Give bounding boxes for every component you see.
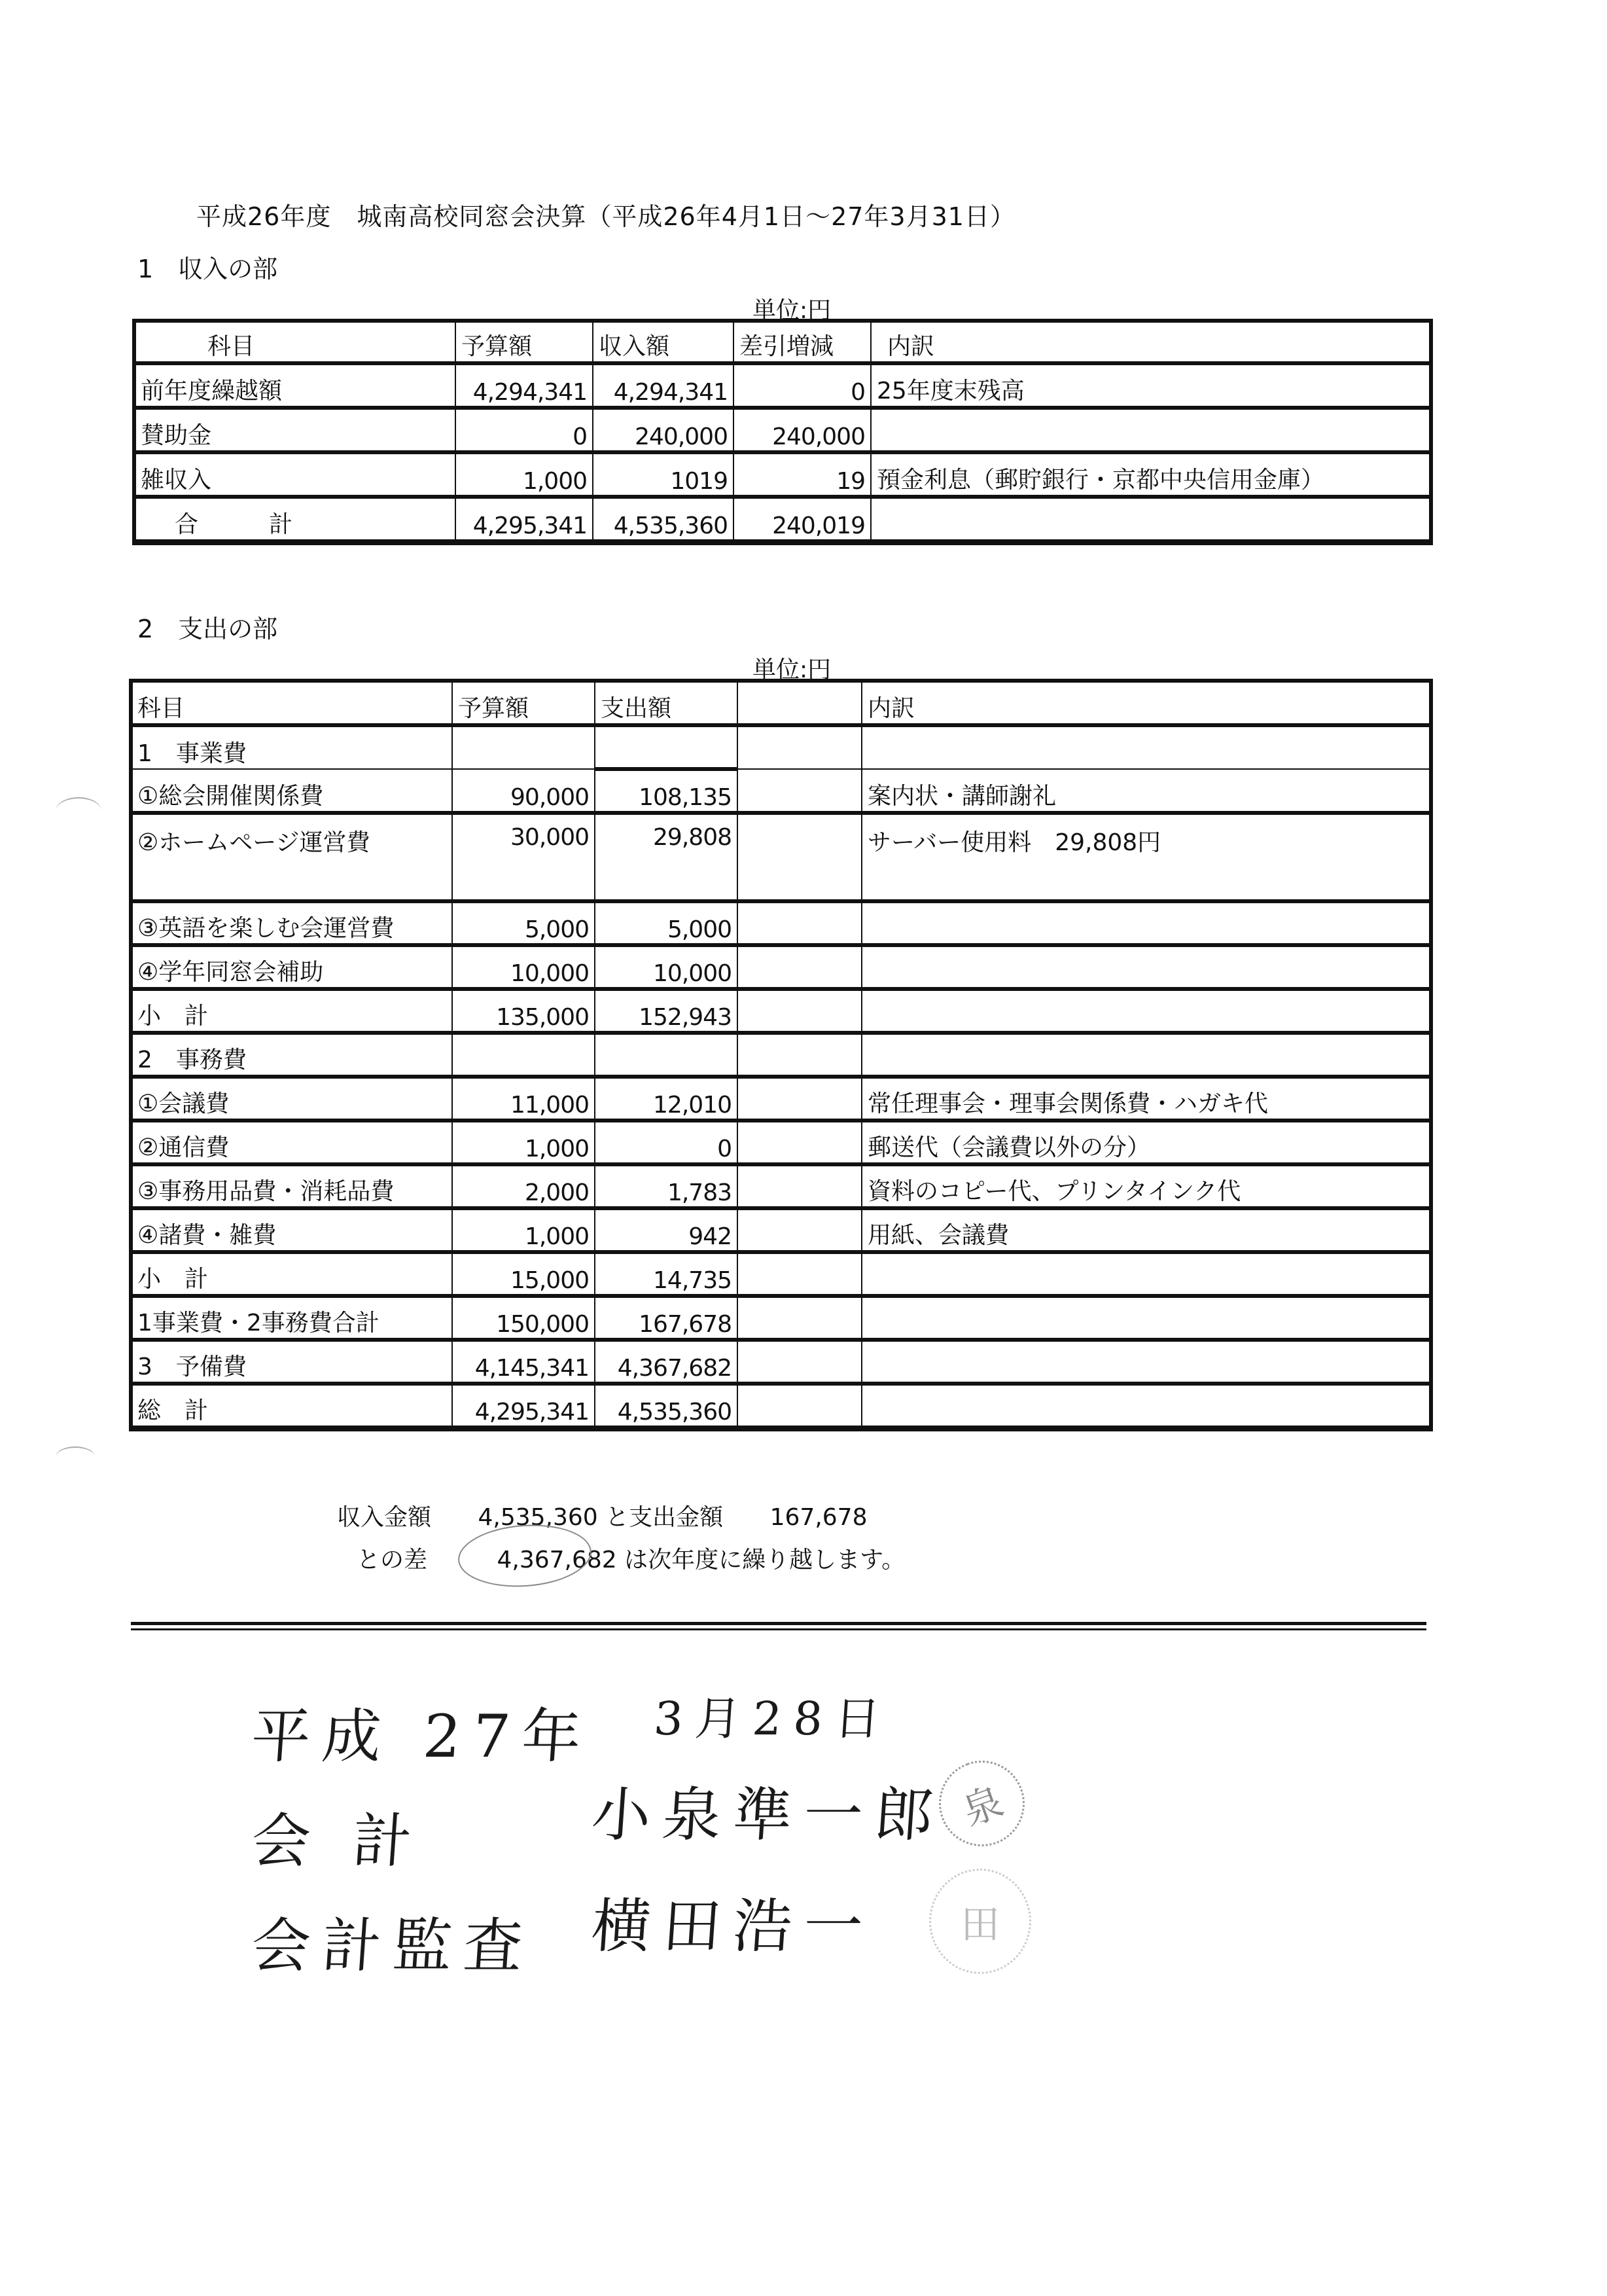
col-header-budget: 予算額 (452, 681, 595, 725)
row-detail (862, 1252, 1430, 1296)
table-row (132, 813, 1430, 901)
summary-income-total: 4,535,360 (478, 1504, 598, 1531)
row-actual (595, 725, 737, 769)
auditor-role: 会計監査 (249, 1912, 537, 1981)
row-budget: 1,000 (452, 1208, 595, 1252)
table-row-category (132, 1033, 1430, 1077)
row-actual: 29,808 (595, 813, 737, 901)
col-header-item: 科目 (135, 321, 455, 363)
summary-expense-label: と支出金額 (605, 1504, 724, 1531)
scan-artifact (56, 1446, 95, 1467)
row-detail (871, 497, 1430, 541)
table-row (135, 452, 1430, 497)
row-actual: 12,010 (595, 1077, 737, 1121)
row-actual: 1019 (593, 452, 733, 497)
row-budget (452, 1033, 595, 1077)
row-item: ③英語を楽しむ会運営費 (132, 901, 452, 945)
summary-line-2 (357, 1541, 905, 1575)
col-header-blank (737, 681, 862, 725)
row-budget: 4,294,341 (455, 363, 593, 408)
row-budget: 135,000 (452, 989, 595, 1033)
row-actual: 4,294,341 (593, 363, 733, 408)
row-diff (737, 989, 862, 1033)
row-actual: 5,000 (595, 901, 737, 945)
row-actual: 0 (595, 1121, 737, 1164)
divider-line (131, 1628, 1426, 1630)
treasurer-role: 会 計 (249, 1807, 426, 1876)
row-item: 賛助金 (135, 408, 455, 452)
row-item: 3 予備費 (132, 1340, 452, 1384)
table-row (132, 1121, 1430, 1164)
row-detail (862, 989, 1430, 1033)
table-row (132, 901, 1430, 945)
table-row-subtotal (132, 1252, 1430, 1296)
row-detail: 案内状・講師謝礼 (862, 769, 1430, 813)
expense-header-row (132, 681, 1430, 725)
signature-date-day: 3月28日 (652, 1692, 894, 1746)
row-diff (737, 1164, 862, 1208)
summary-line-1 (337, 1499, 867, 1532)
row-diff (737, 1077, 862, 1121)
row-detail (862, 945, 1430, 989)
row-item: ④諸費・雑費 (132, 1208, 452, 1252)
row-budget: 11,000 (452, 1077, 595, 1121)
income-section-title: 1 収入の部 (137, 255, 278, 283)
table-row (132, 1077, 1430, 1121)
income-header-row (135, 321, 1430, 363)
row-actual: 108,135 (595, 769, 737, 813)
table-row (135, 363, 1430, 408)
row-diff (737, 1121, 862, 1164)
row-actual: 240,000 (593, 408, 733, 452)
row-actual: 10,000 (595, 945, 737, 989)
row-detail: 25年度末残高 (871, 363, 1430, 408)
row-detail (862, 1384, 1430, 1427)
row-diff (737, 769, 862, 813)
row-item: ①会議費 (132, 1077, 452, 1121)
table-row (132, 769, 1430, 813)
row-budget: 10,000 (452, 945, 595, 989)
row-diff (737, 1384, 862, 1427)
row-budget: 2,000 (452, 1164, 595, 1208)
row-item: 小 計 (132, 1252, 452, 1296)
row-item: 総 計 (132, 1384, 452, 1427)
row-budget (452, 725, 595, 769)
row-budget: 150,000 (452, 1296, 595, 1340)
row-budget: 0 (455, 408, 593, 452)
summary-diff-label: との差 (357, 1547, 428, 1573)
row-detail: 常任理事会・理事会関係費・ハガキ代 (862, 1077, 1430, 1121)
document-title: 平成26年度 城南高校同窓会決算（平成26年4月1日～27年3月31日） (196, 202, 1015, 231)
col-header-income: 収入額 (593, 321, 733, 363)
row-budget: 15,000 (452, 1252, 595, 1296)
table-row-category (132, 725, 1430, 769)
income-unit-label: 単位:円 (752, 297, 832, 324)
row-detail (862, 1296, 1430, 1340)
row-actual: 942 (595, 1208, 737, 1252)
table-row (132, 1164, 1430, 1208)
row-actual: 167,678 (595, 1296, 737, 1340)
row-item: ③事務用品費・消耗品費 (132, 1164, 452, 1208)
expense-unit-label: 単位:円 (752, 656, 832, 683)
row-budget: 4,295,341 (455, 497, 593, 541)
row-detail: 預金利息（郵貯銀行・京都中央信用金庫） (871, 452, 1430, 497)
row-item: ②通信費 (132, 1121, 452, 1164)
row-detail (862, 725, 1430, 769)
summary-carryover: 4,367,682 (497, 1547, 617, 1573)
income-table (134, 321, 1431, 543)
expense-section-title: 2 支出の部 (137, 615, 278, 643)
row-diff: 240,019 (733, 497, 871, 541)
row-item: ②ホームページ運営費 (132, 813, 452, 901)
row-detail (862, 1033, 1430, 1077)
row-detail: サーバー使用料 29,808円 (862, 813, 1430, 901)
row-actual: 4,367,682 (595, 1340, 737, 1384)
table-row-subtotal (132, 989, 1430, 1033)
row-budget: 4,145,341 (452, 1340, 595, 1384)
row-item: 1事業費・2事務費合計 (132, 1296, 452, 1340)
table-row (132, 1208, 1430, 1252)
row-budget: 90,000 (452, 769, 595, 813)
row-diff (737, 1296, 862, 1340)
row-budget: 30,000 (452, 813, 595, 901)
row-diff (737, 1340, 862, 1384)
table-row-total (135, 497, 1430, 541)
row-item: ④学年同窓会補助 (132, 945, 452, 989)
row-diff (737, 1252, 862, 1296)
row-budget: 1,000 (452, 1121, 595, 1164)
row-diff: 240,000 (733, 408, 871, 452)
row-diff (737, 945, 862, 989)
col-header-detail: 内訳 (862, 681, 1430, 725)
row-actual: 1,783 (595, 1164, 737, 1208)
row-item: 雑収入 (135, 452, 455, 497)
row-actual: 152,943 (595, 989, 737, 1033)
row-detail: 郵送代（会議費以外の分） (862, 1121, 1430, 1164)
table-row-reserve (132, 1340, 1430, 1384)
row-diff (737, 901, 862, 945)
row-item: 2 事務費 (132, 1033, 452, 1077)
col-header-budget: 予算額 (455, 321, 593, 363)
summary-expense-total: 167,678 (769, 1504, 868, 1531)
row-diff (737, 725, 862, 769)
table-row (132, 945, 1430, 989)
row-detail (871, 408, 1430, 452)
row-diff (737, 1208, 862, 1252)
row-budget: 5,000 (452, 901, 595, 945)
summary-carryover-text: は次年度に繰り越します。 (624, 1547, 906, 1573)
row-diff: 19 (733, 452, 871, 497)
row-item: 前年度繰越額 (135, 363, 455, 408)
table-row-combined-total (132, 1296, 1430, 1340)
row-actual: 4,535,360 (593, 497, 733, 541)
row-diff (737, 1033, 862, 1077)
row-detail (862, 1340, 1430, 1384)
col-header-diff: 差引増減 (733, 321, 871, 363)
summary-income-label: 収入金額 (337, 1504, 432, 1531)
table-row (135, 408, 1430, 452)
row-item: ①総会開催関係費 (132, 769, 452, 813)
expense-table (131, 681, 1431, 1429)
row-budget: 1,000 (455, 452, 593, 497)
row-diff: 0 (733, 363, 871, 408)
row-item: 小 計 (132, 989, 452, 1033)
row-detail: 用紙、会議費 (862, 1208, 1430, 1252)
auditor-name: 横田浩一 (589, 1892, 877, 1961)
col-header-expense: 支出額 (595, 681, 737, 725)
divider-line (131, 1622, 1426, 1625)
row-actual: 14,735 (595, 1252, 737, 1296)
row-diff (737, 813, 862, 901)
row-actual (595, 1033, 737, 1077)
col-header-item: 科目 (132, 681, 452, 725)
row-detail (862, 901, 1430, 945)
signature-date-year: 平成 27年 (249, 1702, 595, 1771)
table-row-grand-total (132, 1384, 1430, 1427)
row-item: 1 事業費 (132, 725, 452, 769)
row-detail: 資料のコピー代、プリンタインク代 (862, 1164, 1430, 1208)
treasurer-name: 小泉準一郎 (589, 1781, 948, 1850)
scan-artifact (56, 797, 101, 825)
col-header-detail: 内訳 (871, 321, 1430, 363)
row-actual: 4,535,360 (595, 1384, 737, 1427)
row-item: 合 計 (135, 497, 455, 541)
row-budget: 4,295,341 (452, 1384, 595, 1427)
auditor-seal-stamp: 田 (929, 1869, 1031, 1974)
treasurer-seal-stamp: 泉 (927, 1749, 1037, 1859)
